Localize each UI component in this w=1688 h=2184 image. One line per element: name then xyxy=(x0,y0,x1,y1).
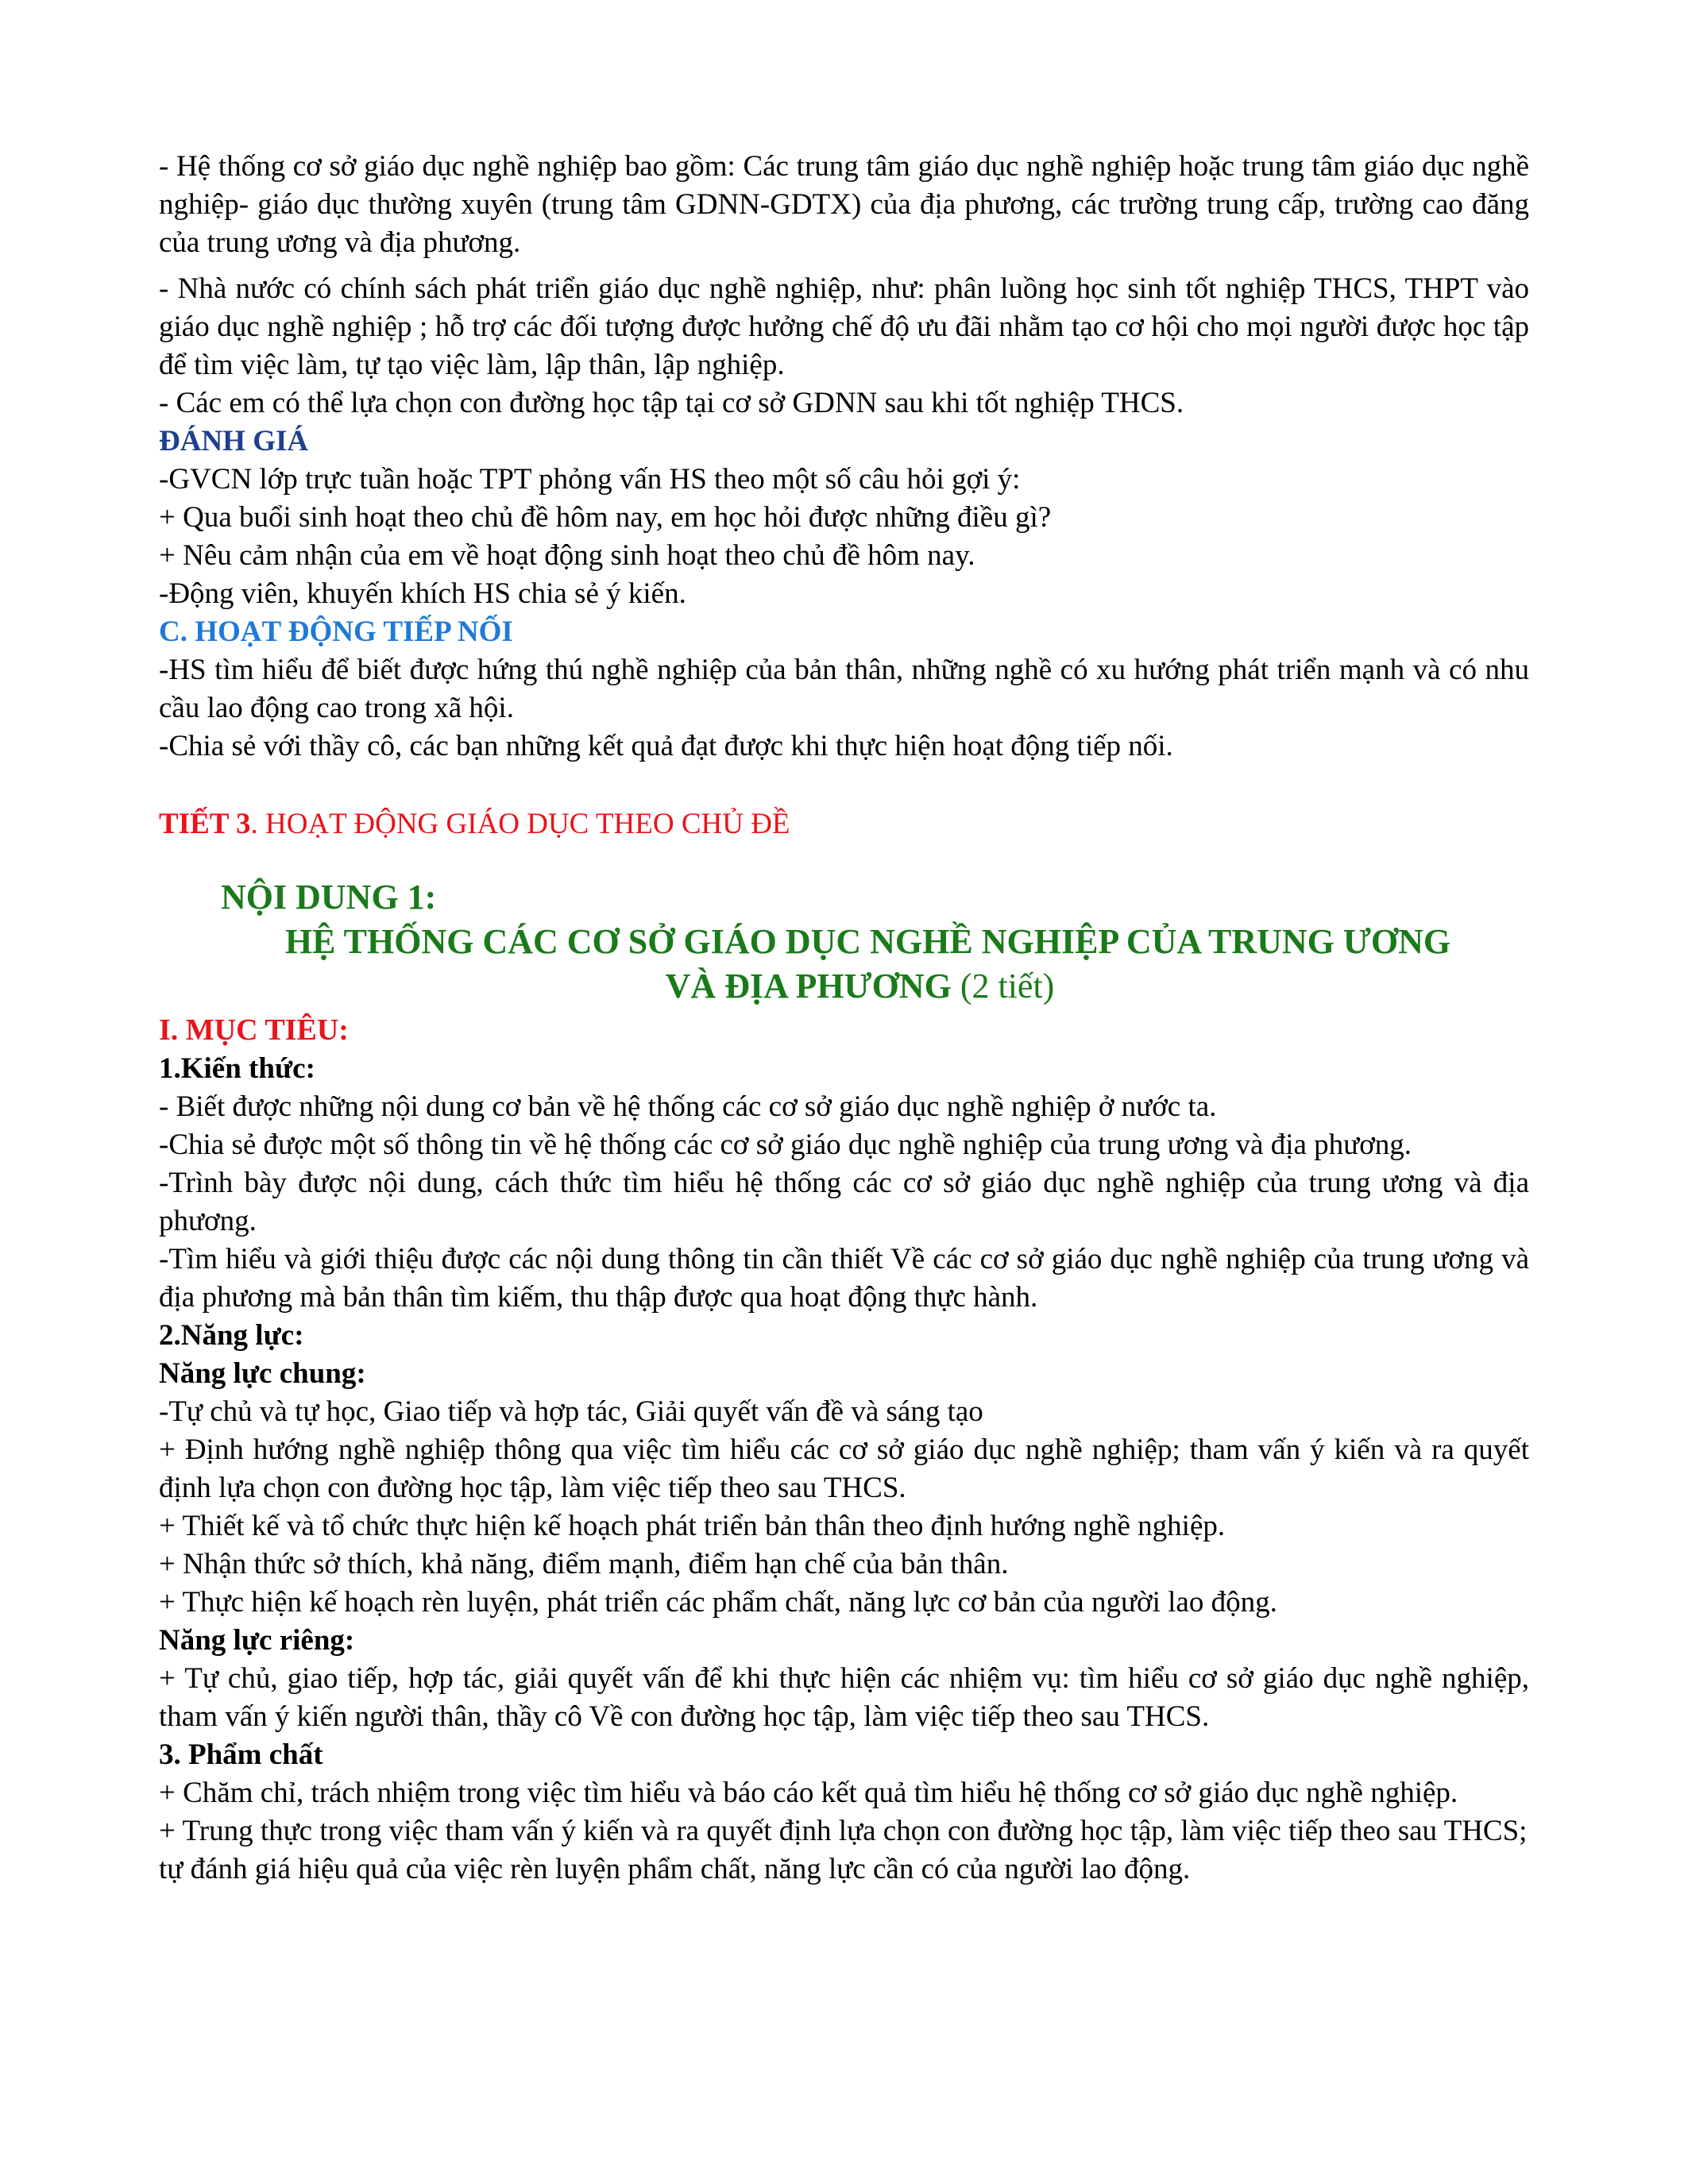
noi-dung-line-3-suffix: (2 tiết) xyxy=(951,967,1055,1005)
nang-luc-rieng-heading: Năng lực riêng: xyxy=(159,1624,355,1657)
noi-dung-line-2: HỆ THỐNG CÁC CƠ SỞ GIÁO DỤC NGHỀ NGHIỆP CỦA TRUNG ƯƠNG xyxy=(284,922,1451,961)
nang-luc-chung-line: + Thực hiện kế hoạch rèn luyện, phát triển các phẩm chất, năng lực cơ bản của người lao động. xyxy=(159,1586,1277,1619)
paragraph-policy: - Nhà nước có chính sách phát triển giáo dục nghề nghiệp, như: phân luồng học sinh tốt nghiệp THCS, THPT vào giáo dục nghề nghiệp ; hỗ trợ các đối tượng được hưởng chế độ ưu đãi nhằm tạo cơ hội cho mọi người được học tập để tìm việc làm, tự tạo việc làm, lập thân, lập nghiệp. xyxy=(159,272,1529,381)
nang-luc-chung-line: + Nhận thức sở thích, khả năng, điểm mạnh, điểm hạn chế của bản thân. xyxy=(159,1548,1009,1580)
tiep-noi-line: -HS tìm hiểu để biết được hứng thú nghề nghiệp của bản thân, những nghề có xu hướng phát triển mạnh và có nhu cầu lao động cao trong xã hội. xyxy=(159,654,1529,724)
muc-tieu-heading: I. MỤC TIÊU: xyxy=(159,1013,349,1047)
danh-gia-line: -Động viên, khuyến khích HS chia sẻ ý kiến. xyxy=(159,577,686,610)
nang-luc-chung-line: + Định hướng nghề nghiệp thông qua việc tìm hiểu các cơ sở giáo dục nghề nghiệp; tham vấn ý kiến và ra quyết định lựa chọn con đường học tập, làm việc tiếp theo sau THCS. xyxy=(159,1433,1529,1504)
kien-thuc-line: -Tìm hiểu và giới thiệu được các nội dung thông tin cần thiết Về các cơ sở giáo dục nghề nghiệp của trung ương và địa phương mà bản thân tìm kiếm, thu thập được qua hoạt động thực hành. xyxy=(159,1243,1529,1314)
danh-gia-line: + Nêu cảm nhận của em về hoạt động sinh hoạt theo chủ đề hôm nay. xyxy=(159,539,975,572)
nang-luc-heading: 2.Năng lực: xyxy=(159,1319,304,1352)
nang-luc-chung-line: -Tự chủ và tự học, Giao tiếp và hợp tác, Giải quyết vấn đề và sáng tạo xyxy=(159,1395,983,1428)
tiet-3-label: TIẾT 3 xyxy=(159,808,251,840)
noi-dung-line-1: NỘI DUNG 1: xyxy=(221,878,437,916)
pham-chat-line: + Chăm chỉ, trách nhiệm trong việc tìm hiểu và báo cáo kết quả tìm hiểu hệ thống cơ sở giáo dục nghề nghiệp. xyxy=(159,1777,1458,1809)
paragraph-gdnn-system: - Hệ thống cơ sở giáo dục nghề nghiệp bao gồm: Các trung tâm giáo dục nghề nghiệp hoặc trung tâm giáo dục nghề nghiệp- giáo dục thường xuyên (trung tâm GDNN-GDTX) của địa phương, các trường trung cấp, trường cao đăng của trung ương và địa phương. xyxy=(159,150,1529,259)
pham-chat-heading: 3. Phẩm chất xyxy=(159,1738,323,1771)
nang-luc-chung-line: + Thiết kế và tổ chức thực hiện kế hoạch phát triển bản thân theo định hướng nghề nghiệp. xyxy=(159,1510,1226,1542)
nang-luc-rieng-line: + Tự chủ, giao tiếp, hợp tác, giải quyết vấn để khi thực hiện các nhiệm vụ: tìm hiểu cơ sở giáo dục nghề nghiệp, tham vấn ý kiến người thân, thầy cô Về con đường học tập, làm việc tiếp theo sau THCS. xyxy=(159,1662,1529,1733)
nang-luc-chung-heading: Năng lực chung: xyxy=(159,1357,366,1390)
noi-dung-title xyxy=(159,875,1529,1009)
noi-dung-line-3-main: VÀ ĐỊA PHƯƠNG xyxy=(665,967,952,1005)
tiep-noi-heading: C. HOẠT ĐỘNG TIẾP NỐI xyxy=(159,615,513,648)
danh-gia-line: -GVCN lớp trực tuần hoặc TPT phỏng vấn HS theo một số câu hỏi gợi ý: xyxy=(159,463,1021,496)
paragraph-choice: - Các em có thể lựa chọn con đường học tập tại cơ sở GDNN sau khi tốt nghiệp THCS. xyxy=(159,387,1184,419)
kien-thuc-heading: 1.Kiến thức: xyxy=(159,1052,315,1085)
danh-gia-line: + Qua buổi sinh hoạt theo chủ đề hôm nay, em học hỏi được những điều gì? xyxy=(159,501,1052,534)
pham-chat-line: + Trung thực trong việc tham vấn ý kiến và ra quyết định lựa chọn con đường học tập, làm việc tiếp theo sau THCS; tự đánh giá hiệu quả của việc rèn luyện phẩm chất, năng lực cần có của người lao động. xyxy=(159,1815,1528,1885)
danh-gia-heading: ĐÁNH GIÁ xyxy=(159,425,309,457)
tiet-3-heading xyxy=(159,805,1529,843)
kien-thuc-line: -Chia sẻ được một số thông tin về hệ thống các cơ sở giáo dục nghề nghiệp của trung ương và địa phương. xyxy=(159,1129,1412,1161)
kien-thuc-line: -Trình bày được nội dung, cách thức tìm hiểu hệ thống các cơ sở giáo dục nghề nghiệp của trung ương và địa phương. xyxy=(159,1167,1529,1237)
kien-thuc-line: - Biết được những nội dung cơ bản về hệ thống các cơ sở giáo dục nghề nghiệp ở nước ta. xyxy=(159,1090,1217,1123)
tiep-noi-line: -Chia sẻ với thầy cô, các bạn những kết quả đạt được khi thực hiện hoạt động tiếp nối. xyxy=(159,730,1173,762)
noi-dung-line-3 xyxy=(159,964,1529,1009)
tiet-3-text: . HOẠT ĐỘNG GIÁO DỤC THEO CHỦ ĐỀ xyxy=(250,808,790,840)
